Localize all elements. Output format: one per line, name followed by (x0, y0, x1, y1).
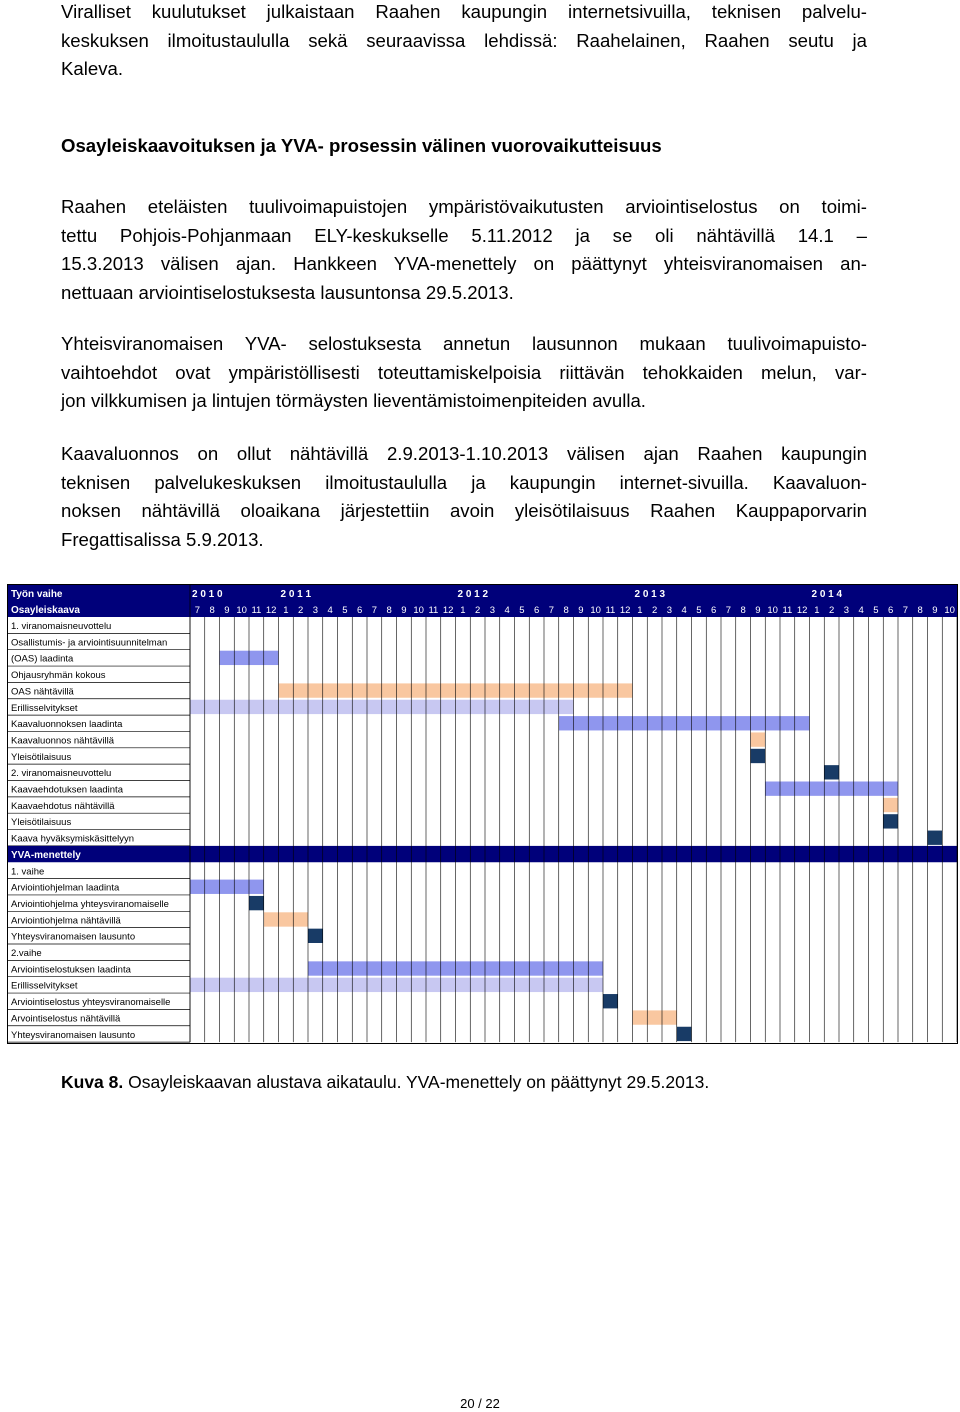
gantt-bar (883, 814, 898, 828)
gantt-month-label: 7 (371, 605, 378, 616)
gantt-month-label: 8 (386, 605, 392, 616)
gantt-month-label: 10 (944, 605, 955, 616)
gantt-month-label: 5 (342, 605, 348, 616)
gantt-row-label: Kaavaluonnos nähtävillä (11, 735, 114, 747)
intro-line: keskuksen ilmoitustaululla sekä seuraavissa lehdissä: Raahelainen, Raahen seutu ja (61, 29, 867, 51)
gantt-month-label: 1 (460, 605, 466, 616)
gantt-month-label: 10 (590, 605, 601, 616)
gantt-month-label: 3 (312, 605, 319, 616)
gantt-month-label: 10 (413, 605, 424, 616)
gantt-month-label: 7 (194, 605, 201, 616)
gantt-bar (559, 716, 810, 730)
caption-label: Kuva 8. (61, 1072, 124, 1092)
gantt-month-label: 5 (696, 605, 702, 616)
gantt-month-label: 3 (666, 605, 673, 616)
gantt-month-label: 1 (814, 605, 820, 616)
gantt-month-label: 2 (474, 605, 481, 616)
gantt-row-label: Yleisötilaisuus (11, 751, 72, 763)
gantt-row-label: 2. viranomaisneuvottelu (11, 768, 112, 780)
schedule-gantt-chart (7, 584, 958, 1044)
gantt-month-label: 10 (236, 605, 247, 616)
para2-line: Yhteisviranomaisen YVA- selostuksesta annetun lausunnon mukaan tuulivoimapuisto- (61, 333, 867, 354)
gantt-month-label: 8 (209, 605, 215, 616)
gantt-month-label: 11 (782, 605, 793, 616)
gantt-row-label: (OAS) laadinta (11, 653, 74, 665)
gantt-bar (928, 831, 943, 845)
gantt-month-label: 2 (297, 605, 304, 616)
gantt-row-label: Erillisselvitykset (11, 980, 78, 992)
gantt-row-label: Yhteysviranomaisen lausunto (11, 931, 136, 943)
para2-line: vaihtoehdot ovat ympäristöllisesti toteuttamiskelpoisia riittävän tehokkaiden melun, var- (61, 361, 867, 383)
gantt-year-label: 2 0 1 0 (192, 589, 223, 600)
gantt-month-label: 5 (519, 605, 525, 616)
section-title: Osayleiskaavoituksen ja YVA- prosessin välinen vuorovaikutteisuus (61, 135, 662, 156)
gantt-bar (190, 880, 264, 894)
gantt-month-label: 2 (828, 605, 835, 616)
gantt-month-label: 4 (681, 605, 687, 616)
gantt-month-label: 11 (428, 605, 439, 616)
gantt-month-label: 6 (887, 605, 894, 616)
gantt-row-label: Yhteysviranomaisen lausunto (11, 1029, 136, 1041)
page-number: 20 / 22 (460, 1396, 500, 1411)
gantt-bar (765, 782, 898, 796)
gantt-bar (677, 1027, 692, 1041)
para1-line: tettu Pohjois-Pohjanmaan ELY-keskukselle 5.11.2012 ja se oli nähtävillä 14.1 – (61, 224, 867, 246)
intro-line: Viralliset kuulutukset julkaistaan Raahen kaupungin internetsivuilla, teknisen palvelu- (61, 1, 867, 22)
gantt-month-label: 6 (356, 605, 363, 616)
gantt-row-label: Ohjausryhmän kokous (11, 670, 106, 682)
intro-line: Kaleva. (61, 58, 124, 79)
gantt-subheader-label: Osayleiskaava (11, 605, 80, 616)
gantt-section-label: YVA-menettely (11, 849, 81, 861)
gantt-month-label: 12 (442, 605, 454, 616)
gantt-month-label: 3 (489, 605, 496, 616)
gantt-month-label: 9 (224, 605, 230, 616)
gantt-bar (751, 732, 766, 746)
gantt-month-label: 8 (740, 605, 746, 616)
gantt-bar (308, 929, 323, 943)
gantt-month-label: 9 (578, 605, 584, 616)
gantt-row-label: Arviointiselostus yhteysviranomaiselle (11, 997, 171, 1009)
gantt-month-label: 2 (651, 605, 658, 616)
caption-text: Osayleiskaavan alustava aikataulu. YVA-menettely on päättynyt 29.5.2013. (123, 1072, 710, 1092)
gantt-row-label: OAS nähtävillä (11, 686, 74, 698)
gantt-month-label: 4 (327, 605, 333, 616)
gantt-bar (751, 749, 766, 763)
gantt-header-label: Työn vaihe (11, 589, 63, 600)
gantt-month-label: 5 (873, 605, 879, 616)
paragraph-1 (61, 193, 867, 307)
gantt-month-label: 1 (637, 605, 643, 616)
gantt-row-label: Kaavaehdotuksen laadinta (11, 784, 123, 796)
gantt-row-label: 2.vaihe (11, 948, 42, 959)
para3-line: noksen nähtävillä oloaikana järjestettiin avoin yleisötilaisuus Raahen Kauppaporvarin (61, 500, 867, 521)
gantt-row-label: 1. viranomaisneuvottelu (11, 621, 112, 632)
para3-line: Fregattisalissa 5.9.2013. (61, 528, 264, 550)
gantt-bar (633, 1010, 677, 1024)
gantt-row-label: Arvointiselostus nähtävillä (11, 1013, 121, 1025)
gantt-year-label: 2 0 1 2 (457, 589, 489, 600)
gantt-month-label: 1 (283, 605, 289, 616)
gantt-bar (883, 798, 898, 812)
gantt-year-label: 2 0 1 3 (634, 589, 666, 600)
gantt-row-label: Kaava hyväksymiskäsittelyyn (11, 833, 135, 845)
gantt-month-label: 10 (767, 605, 778, 616)
gantt-month-label: 11 (605, 605, 616, 616)
paragraph-3 (61, 440, 867, 554)
gantt-month-label: 12 (619, 605, 631, 616)
para3-line: Kaavaluonnos on ollut nähtävillä 2.9.2013-1.10.2013 välisen ajan Raahen kaupungin (61, 443, 867, 464)
gantt-row-label: Erillisselvitykset (11, 702, 78, 714)
gantt-bar (603, 994, 618, 1008)
gantt-row-label: Kaavaluonnoksen laadinta (11, 719, 123, 731)
gantt-bar (249, 896, 264, 910)
gantt-month-label: 4 (504, 605, 510, 616)
gantt-month-label: 9 (932, 605, 938, 616)
gantt-month-label: 12 (796, 605, 808, 616)
gantt-month-label: 11 (251, 605, 262, 616)
gantt-row-label: Arviointiohjelman laadinta (11, 882, 120, 894)
para1-line: 15.3.2013 välisen ajan. Hankkeen YVA-menettely on päättynyt yhteisviranomaisen an- (61, 253, 867, 274)
gantt-month-label: 7 (548, 605, 555, 616)
intro-paragraph (61, 0, 867, 84)
paragraph-2 (61, 330, 867, 416)
gantt-month-label: 8 (917, 605, 923, 616)
gantt-section-band (8, 846, 957, 862)
para2-line: jon vilkkumisen ja lintujen törmäysten lieventämistoimenpiteiden avulla. (61, 390, 646, 411)
gantt-year-label: 2 0 1 4 (811, 589, 843, 600)
figure-caption (61, 1072, 709, 1093)
gantt-month-label: 12 (265, 605, 277, 616)
gantt-row-label: Yleisötilaisuus (11, 817, 72, 829)
gantt-month-label: 7 (725, 605, 732, 616)
gantt-row-label: Arviointiohjelma nähtävillä (11, 915, 121, 927)
para3-line: teknisen palvelukeskuksen ilmoitustaululla ja kaupungin internet-sivuilla. Kaavaluon- (61, 471, 867, 493)
gantt-row-label: Osallistumis- ja arviointisuunnitelman (11, 637, 168, 649)
gantt-bar (824, 765, 839, 779)
para1-line: nettuaan arviointiselostuksesta lausuntonsa 29.5.2013. (61, 281, 514, 303)
gantt-row-label: Kaavaehdotus nähtävillä (11, 800, 115, 812)
gantt-month-label: 3 (843, 605, 850, 616)
gantt-month-label: 6 (710, 605, 717, 616)
gantt-bar (264, 912, 308, 926)
gantt-month-label: 9 (401, 605, 407, 616)
gantt-month-label: 6 (533, 605, 540, 616)
gantt-row-label: 1. vaihe (11, 866, 45, 878)
gantt-month-label: 9 (755, 605, 761, 616)
gantt-month-label: 4 (858, 605, 864, 616)
para1-line: Raahen eteläisten tuulivoimapuistojen ympäristövaikutusten arviointiselostus on toimi- (61, 196, 867, 217)
gantt-row-label: Arviointiohjelma yhteysviranomaiselle (11, 898, 169, 910)
gantt-year-label: 2 0 1 1 (280, 589, 312, 600)
gantt-month-label: 7 (902, 605, 909, 616)
gantt-row-label: Arviointiselostuksen laadinta (11, 964, 131, 976)
gantt-month-label: 8 (563, 605, 569, 616)
